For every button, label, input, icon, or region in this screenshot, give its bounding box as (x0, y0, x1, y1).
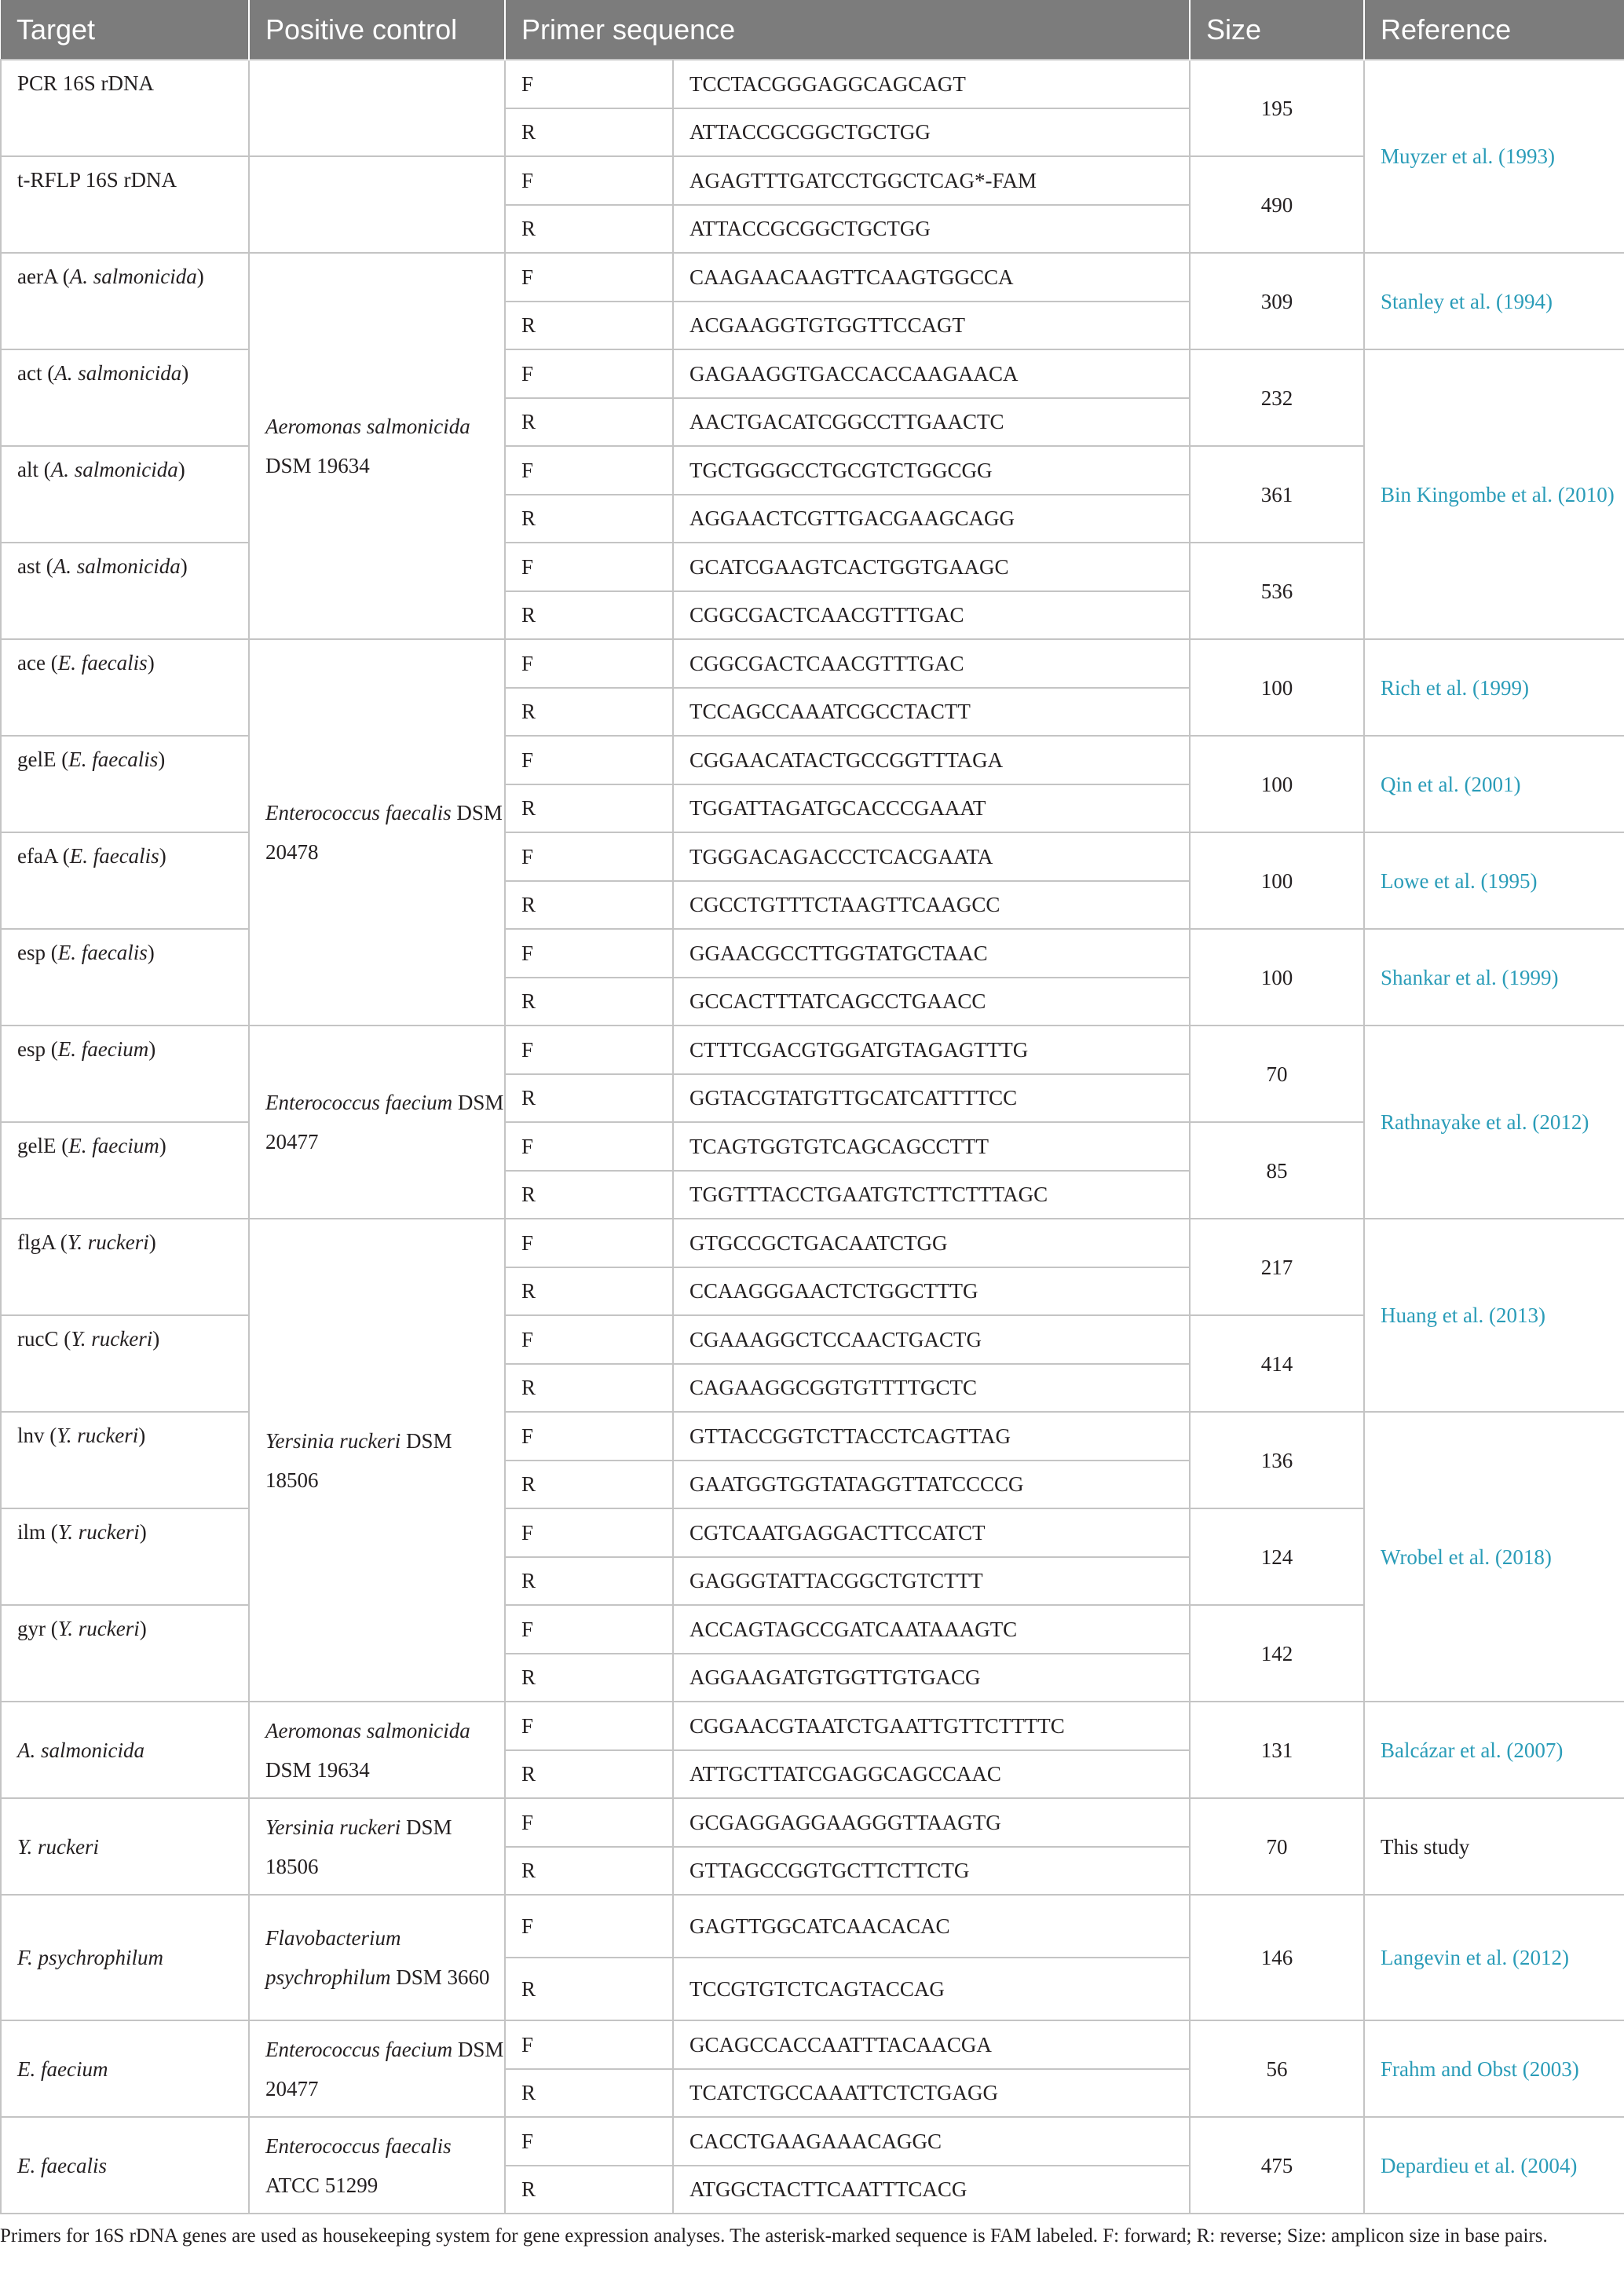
amplicon-size: 361 (1190, 446, 1364, 543)
primer-direction: R (505, 1364, 673, 1413)
primer-sequence: GAGAAGGTGACCACCAAGAACA (673, 349, 1190, 398)
target-species: F. psychrophilum (17, 1946, 163, 1969)
amplicon-size: 131 (1190, 1702, 1364, 1798)
table-row (1, 1798, 1624, 1847)
primer-sequence: TCCTACGGGAGGCAGCAGT (673, 60, 1190, 108)
target-suffix: ) (139, 1617, 147, 1640)
primer-direction: R (505, 591, 673, 640)
primer-sequence: GGTACGTATGTTGCATCATTTTCC (673, 1074, 1190, 1123)
reference-link[interactable]: Rich et al. (1999) (1364, 639, 1624, 736)
target-suffix: ) (180, 554, 188, 578)
target-cell (1, 736, 249, 832)
table-row (1, 1026, 1624, 1074)
primer-direction: F (505, 1219, 673, 1267)
primer-direction: F (505, 1026, 673, 1074)
table-row (1, 1702, 1624, 1750)
header-reference: Reference (1364, 0, 1624, 60)
positive-control-cell (249, 639, 505, 1026)
reference-link[interactable]: Lowe et al. (1995) (1364, 832, 1624, 929)
table-footnote: Primers for 16S rDNA genes are used as housekeeping system for gene expression analyses. The asterisk-marked sequence is FAM labeled. F: forward; R: reverse; Size: amplicon size in base pairs. (0, 2225, 1548, 2247)
primer-direction: R (505, 881, 673, 930)
header-target: Target (1, 0, 249, 60)
target-name: alt ( (17, 458, 51, 481)
target-cell (1, 349, 249, 446)
target-cell (1, 543, 249, 639)
primer-direction: R (505, 2166, 673, 2214)
target-cell (1, 832, 249, 929)
amplicon-size: 232 (1190, 349, 1364, 446)
target-name: esp ( (17, 941, 58, 964)
control-species: Aeromonas salmonicida (265, 415, 470, 438)
table-row (1, 832, 1624, 881)
target-cell (1, 1026, 249, 1122)
primer-sequence: TCATCTGCCAAATTCTCTGAGG (673, 2069, 1190, 2118)
table-row (1, 1219, 1624, 1267)
control-strain: DSM 18506 (265, 1815, 452, 1878)
primer-direction: F (505, 1605, 673, 1654)
target-species: Y. ruckeri (67, 1230, 149, 1254)
primer-sequence: CTTTCGACGTGGATGTAGAGTTTG (673, 1026, 1190, 1074)
target-cell (1, 1508, 249, 1605)
primer-sequence: CGAAAGGCTCCAACTGACTG (673, 1315, 1190, 1364)
amplicon-size: 85 (1190, 1122, 1364, 1219)
primer-sequence: ATTACCGCGGCTGCTGG (673, 205, 1190, 254)
primer-direction: R (505, 1074, 673, 1123)
primer-direction: R (505, 1750, 673, 1799)
target-name: ast ( (17, 554, 53, 578)
target-suffix: ) (139, 1520, 147, 1544)
control-strain: DSM 20477 (265, 1091, 504, 1153)
amplicon-size: 124 (1190, 1508, 1364, 1605)
primer-direction: F (505, 1798, 673, 1847)
control-species: Flavobacterium psychrophilum (265, 1926, 401, 1989)
target-name: t-RFLP 16S rDNA (17, 168, 177, 192)
amplicon-size: 100 (1190, 832, 1364, 929)
positive-control-cell (249, 2020, 505, 2117)
target-suffix: ) (152, 1327, 160, 1351)
table-row (1, 639, 1624, 688)
positive-control-cell (249, 1026, 505, 1219)
control-strain: DSM 19634 (265, 454, 370, 477)
primer-sequence: GAGTTGGCATCAACACAC (673, 1895, 1190, 1958)
amplicon-size: 56 (1190, 2020, 1364, 2117)
primer-direction: F (505, 253, 673, 302)
target-name: PCR 16S rDNA (17, 71, 155, 95)
primer-sequence: TCCGTGTCTCAGTACCAG (673, 1958, 1190, 2020)
table-row (1, 2117, 1624, 2166)
table-header-row (1, 0, 1624, 60)
positive-control-cell (249, 1895, 505, 2020)
primer-sequence: CCAAGGGAACTCTGGCTTTG (673, 1267, 1190, 1316)
amplicon-size: 146 (1190, 1895, 1364, 2020)
primer-direction: R (505, 1557, 673, 1606)
target-cell (1, 1412, 249, 1508)
target-name: flgA ( (17, 1230, 68, 1254)
reference-link[interactable]: Stanley et al. (1994) (1364, 253, 1624, 349)
reference-link[interactable]: Rathnayake et al. (2012) (1364, 1026, 1624, 1219)
target-cell (1, 1219, 249, 1315)
target-species: E. faecalis (68, 748, 159, 771)
positive-control-cell (249, 156, 505, 253)
target-suffix: ) (148, 1230, 156, 1254)
control-strain: DSM 20478 (265, 801, 503, 864)
positive-control-cell (249, 1798, 505, 1895)
target-species: A. salmonicida (50, 458, 178, 481)
target-name: aerA ( (17, 265, 70, 288)
target-cell (1, 60, 249, 156)
target-cell (1, 1895, 249, 2020)
primer-direction: R (505, 1654, 673, 1702)
target-cell (1, 253, 249, 349)
primer-sequence: TGCTGGGCCTGCGTCTGGCGG (673, 446, 1190, 495)
target-cell (1, 1702, 249, 1798)
target-cell (1, 446, 249, 543)
primer-direction: F (505, 349, 673, 398)
target-cell (1, 1605, 249, 1702)
control-species: Enterococcus faecium (265, 1091, 453, 1114)
control-strain: DSM 19634 (265, 1757, 370, 1782)
header-size: Size (1190, 0, 1364, 60)
table-row (1, 253, 1624, 302)
primer-direction: F (505, 2020, 673, 2069)
target-name: rucC ( (17, 1327, 71, 1351)
primer-sequence: GCATCGAAGTCACTGGTGAAGC (673, 543, 1190, 591)
header-primer-sequence: Primer sequence (505, 0, 1190, 60)
amplicon-size: 414 (1190, 1315, 1364, 1412)
control-species: Yersinia ruckeri (265, 1428, 401, 1453)
positive-control-cell (249, 1219, 505, 1702)
target-suffix: ) (181, 361, 189, 385)
primer-sequence: CGGCGACTCAACGTTTGAC (673, 639, 1190, 688)
primer-sequence: GAGGGTATTACGGCTGTCTTT (673, 1557, 1190, 1606)
control-species: Yersinia ruckeri (265, 1815, 401, 1839)
table-body (1, 60, 1624, 2214)
target-name: gyr ( (17, 1617, 58, 1640)
target-cell (1, 1122, 249, 1219)
amplicon-size: 536 (1190, 543, 1364, 639)
primer-direction: R (505, 2069, 673, 2118)
amplicon-size: 490 (1190, 156, 1364, 253)
primer-sequence: AACTGACATCGGCCTTGAACTC (673, 398, 1190, 447)
primer-sequence: AGGAAGATGTGGTTGTGACG (673, 1654, 1190, 1702)
control-species: Enterococcus faecalis (265, 2133, 452, 2158)
table-row (1, 60, 1624, 108)
target-cell (1, 639, 249, 736)
primer-direction: R (505, 495, 673, 543)
primer-sequence: GTTACCGGTCTTACCTCAGTTAG (673, 1412, 1190, 1461)
amplicon-size: 70 (1190, 1798, 1364, 1895)
target-species: E. faecalis (69, 844, 159, 868)
target-name: gelE ( (17, 748, 69, 771)
control-strain: ATCC 51299 (265, 2173, 379, 2197)
primer-direction: R (505, 108, 673, 157)
primer-sequence: TCAGTGGTGTCAGCAGCCTTT (673, 1122, 1190, 1171)
primer-sequence: CACCTGAAGAAACAGGC (673, 2117, 1190, 2166)
target-species: Y. ruckeri (71, 1327, 153, 1351)
target-suffix: ) (196, 265, 204, 288)
primer-direction: F (505, 929, 673, 978)
target-species: A. salmonicida (17, 1738, 144, 1762)
primer-sequence: TCCAGCCAAATCGCCTACTT (673, 688, 1190, 737)
primer-sequence: GCCACTTTATCAGCCTGAACC (673, 978, 1190, 1026)
target-species: E. faecalis (57, 651, 148, 675)
target-species: E. faecium (57, 1037, 149, 1061)
target-species: Y. ruckeri (17, 1834, 100, 1859)
control-species: Enterococcus faecium (265, 2037, 453, 2061)
reference-link[interactable]: Wrobel et al. (2018) (1364, 1412, 1624, 1702)
amplicon-size: 100 (1190, 639, 1364, 736)
primer-sequence: TGGGACAGACCCTCACGAATA (673, 832, 1190, 881)
primer-direction: F (505, 1315, 673, 1364)
table-row (1, 2020, 1624, 2069)
primer-direction: F (505, 446, 673, 495)
reference-link[interactable]: Qin et al. (2001) (1364, 736, 1624, 832)
positive-control-cell (249, 2117, 505, 2214)
target-species: E. faecium (68, 1134, 159, 1157)
target-name: gelE ( (17, 1134, 69, 1157)
target-name: act ( (17, 361, 55, 385)
primer-direction: F (505, 60, 673, 108)
target-species: A. salmonicida (69, 265, 197, 288)
header-positive-control: Positive control (249, 0, 505, 60)
table-row (1, 349, 1624, 398)
target-name: lnv ( (17, 1424, 57, 1447)
positive-control-cell (249, 60, 505, 156)
amplicon-size: 100 (1190, 929, 1364, 1026)
primer-sequence: TGGATTAGATGCACCCGAAAT (673, 784, 1190, 833)
primer-direction: R (505, 398, 673, 447)
amplicon-size: 136 (1190, 1412, 1364, 1508)
target-cell (1, 2117, 249, 2214)
primer-sequence: GAATGGTGGTATAGGTTATCCCCG (673, 1461, 1190, 1509)
amplicon-size: 70 (1190, 1026, 1364, 1122)
table-row (1, 736, 1624, 784)
primer-direction: R (505, 784, 673, 833)
amplicon-size: 309 (1190, 253, 1364, 349)
primer-sequence: CGGAACATACTGCCGGTTTAGA (673, 736, 1190, 784)
target-cell (1, 1315, 249, 1412)
positive-control-cell (249, 1702, 505, 1798)
primer-sequence: CAGAAGGCGGTGTTTTGCTC (673, 1364, 1190, 1413)
primer-sequence: GTTAGCCGGTGCTTCTTCTG (673, 1847, 1190, 1896)
amplicon-size: 475 (1190, 2117, 1364, 2214)
target-cell (1, 929, 249, 1026)
primer-sequence: ACCAGTAGCCGATCAATAAAGTC (673, 1605, 1190, 1654)
primer-direction: F (505, 1702, 673, 1750)
control-strain: DSM 20477 (265, 2037, 504, 2100)
primer-direction: R (505, 1171, 673, 1219)
primer-sequence: ATTACCGCGGCTGCTGG (673, 108, 1190, 157)
target-suffix: ) (147, 651, 155, 675)
primer-sequence: CGGAACGTAATCTGAATTGTTCTTTTC (673, 1702, 1190, 1750)
target-species: E. faecium (17, 2056, 108, 2081)
primer-direction: F (505, 1895, 673, 1958)
reference-link[interactable]: Depardieu et al. (2004) (1364, 2117, 1624, 2214)
reference-link[interactable]: Shankar et al. (1999) (1364, 929, 1624, 1026)
target-suffix: ) (138, 1424, 146, 1447)
target-species: A. salmonicida (54, 361, 182, 385)
amplicon-size: 217 (1190, 1219, 1364, 1315)
primer-sequence: GCGAGGAGGAAGGGTTAAGTG (673, 1798, 1190, 1847)
primer-direction: R (505, 1847, 673, 1896)
target-species: A. salmonicida (53, 554, 181, 578)
reference-link[interactable]: Huang et al. (2013) (1364, 1219, 1624, 1412)
control-strain: DSM 18506 (265, 1428, 452, 1492)
primer-sequence: AGAGTTTGATCCTGGCTCAG*-FAM (673, 156, 1190, 205)
primer-sequence: GGAACGCCTTGGTATGCTAAC (673, 929, 1190, 978)
reference-link[interactable]: Langevin et al. (2012) (1364, 1895, 1624, 2020)
primer-direction: F (505, 1412, 673, 1461)
table-row (1, 1412, 1624, 1461)
primer-sequence: AGGAACTCGTTGACGAAGCAGG (673, 495, 1190, 543)
primer-sequence: TGGTTTACCTGAATGTCTTCTTTAGC (673, 1171, 1190, 1219)
target-name: efaA ( (17, 844, 70, 868)
primer-sequence: CGTCAATGAGGACTTCCATCT (673, 1508, 1190, 1557)
target-species: E. faecalis (17, 2153, 107, 2177)
target-cell (1, 2020, 249, 2117)
table-row (1, 929, 1624, 978)
primer-direction: R (505, 978, 673, 1026)
primer-sequence: ATTGCTTATCGAGGCAGCCAAC (673, 1750, 1190, 1799)
target-name: esp ( (17, 1037, 58, 1061)
primer-direction: F (505, 832, 673, 881)
control-species: Aeromonas salmonicida (265, 1718, 470, 1742)
target-name: ace ( (17, 651, 58, 675)
amplicon-size: 195 (1190, 60, 1364, 156)
primer-sequence: CAAGAACAAGTTCAAGTGGCCA (673, 253, 1190, 302)
primer-direction: F (505, 1122, 673, 1171)
primer-sequence: CGGCGACTCAACGTTTGAC (673, 591, 1190, 640)
table-row (1, 1895, 1624, 1958)
target-suffix: ) (159, 1134, 166, 1157)
primer-sequence: GTGCCGCTGACAATCTGG (673, 1219, 1190, 1267)
primer-direction: R (505, 302, 673, 350)
primer-sequence: GCAGCCACCAATTTACAACGA (673, 2020, 1190, 2069)
target-suffix: ) (148, 1037, 156, 1061)
primer-sequence: ATGGCTACTTCAATTTCACG (673, 2166, 1190, 2214)
target-species: Y. ruckeri (57, 1520, 140, 1544)
reference-text: This study (1364, 1798, 1624, 1895)
target-suffix: ) (147, 941, 155, 964)
target-species: Y. ruckeri (57, 1617, 140, 1640)
target-name: ilm ( (17, 1520, 58, 1544)
target-species: Y. ruckeri (57, 1424, 139, 1447)
target-species: E. faecalis (57, 941, 148, 964)
primer-direction: F (505, 736, 673, 784)
reference-link[interactable]: Frahm and Obst (2003) (1364, 2020, 1624, 2117)
primer-sequence: ACGAAGGTGTGGTTCCAGT (673, 302, 1190, 350)
primer-direction: F (505, 156, 673, 205)
target-suffix: ) (177, 458, 185, 481)
primer-direction: F (505, 639, 673, 688)
target-suffix: ) (158, 748, 166, 771)
control-strain: DSM 3660 (390, 1965, 490, 1989)
reference-link[interactable]: Balcázar et al. (2007) (1364, 1702, 1624, 1798)
control-species: Enterococcus faecalis (265, 801, 452, 824)
primer-direction: F (505, 543, 673, 591)
amplicon-size: 142 (1190, 1605, 1364, 1702)
amplicon-size: 100 (1190, 736, 1364, 832)
primer-direction: R (505, 1267, 673, 1316)
reference-link[interactable]: Bin Kingombe et al. (2010) (1364, 349, 1624, 639)
target-cell (1, 156, 249, 253)
primer-direction: R (505, 205, 673, 254)
reference-link[interactable]: Muyzer et al. (1993) (1364, 60, 1624, 253)
primer-sequence: CGCCTGTTTCTAAGTTCAAGCC (673, 881, 1190, 930)
positive-control-cell (249, 253, 505, 639)
target-suffix: ) (159, 844, 166, 868)
primer-direction: R (505, 688, 673, 737)
primer-direction: F (505, 1508, 673, 1557)
target-cell (1, 1798, 249, 1895)
primer-direction: F (505, 2117, 673, 2166)
primer-direction: R (505, 1461, 673, 1509)
primer-direction: R (505, 1958, 673, 2020)
